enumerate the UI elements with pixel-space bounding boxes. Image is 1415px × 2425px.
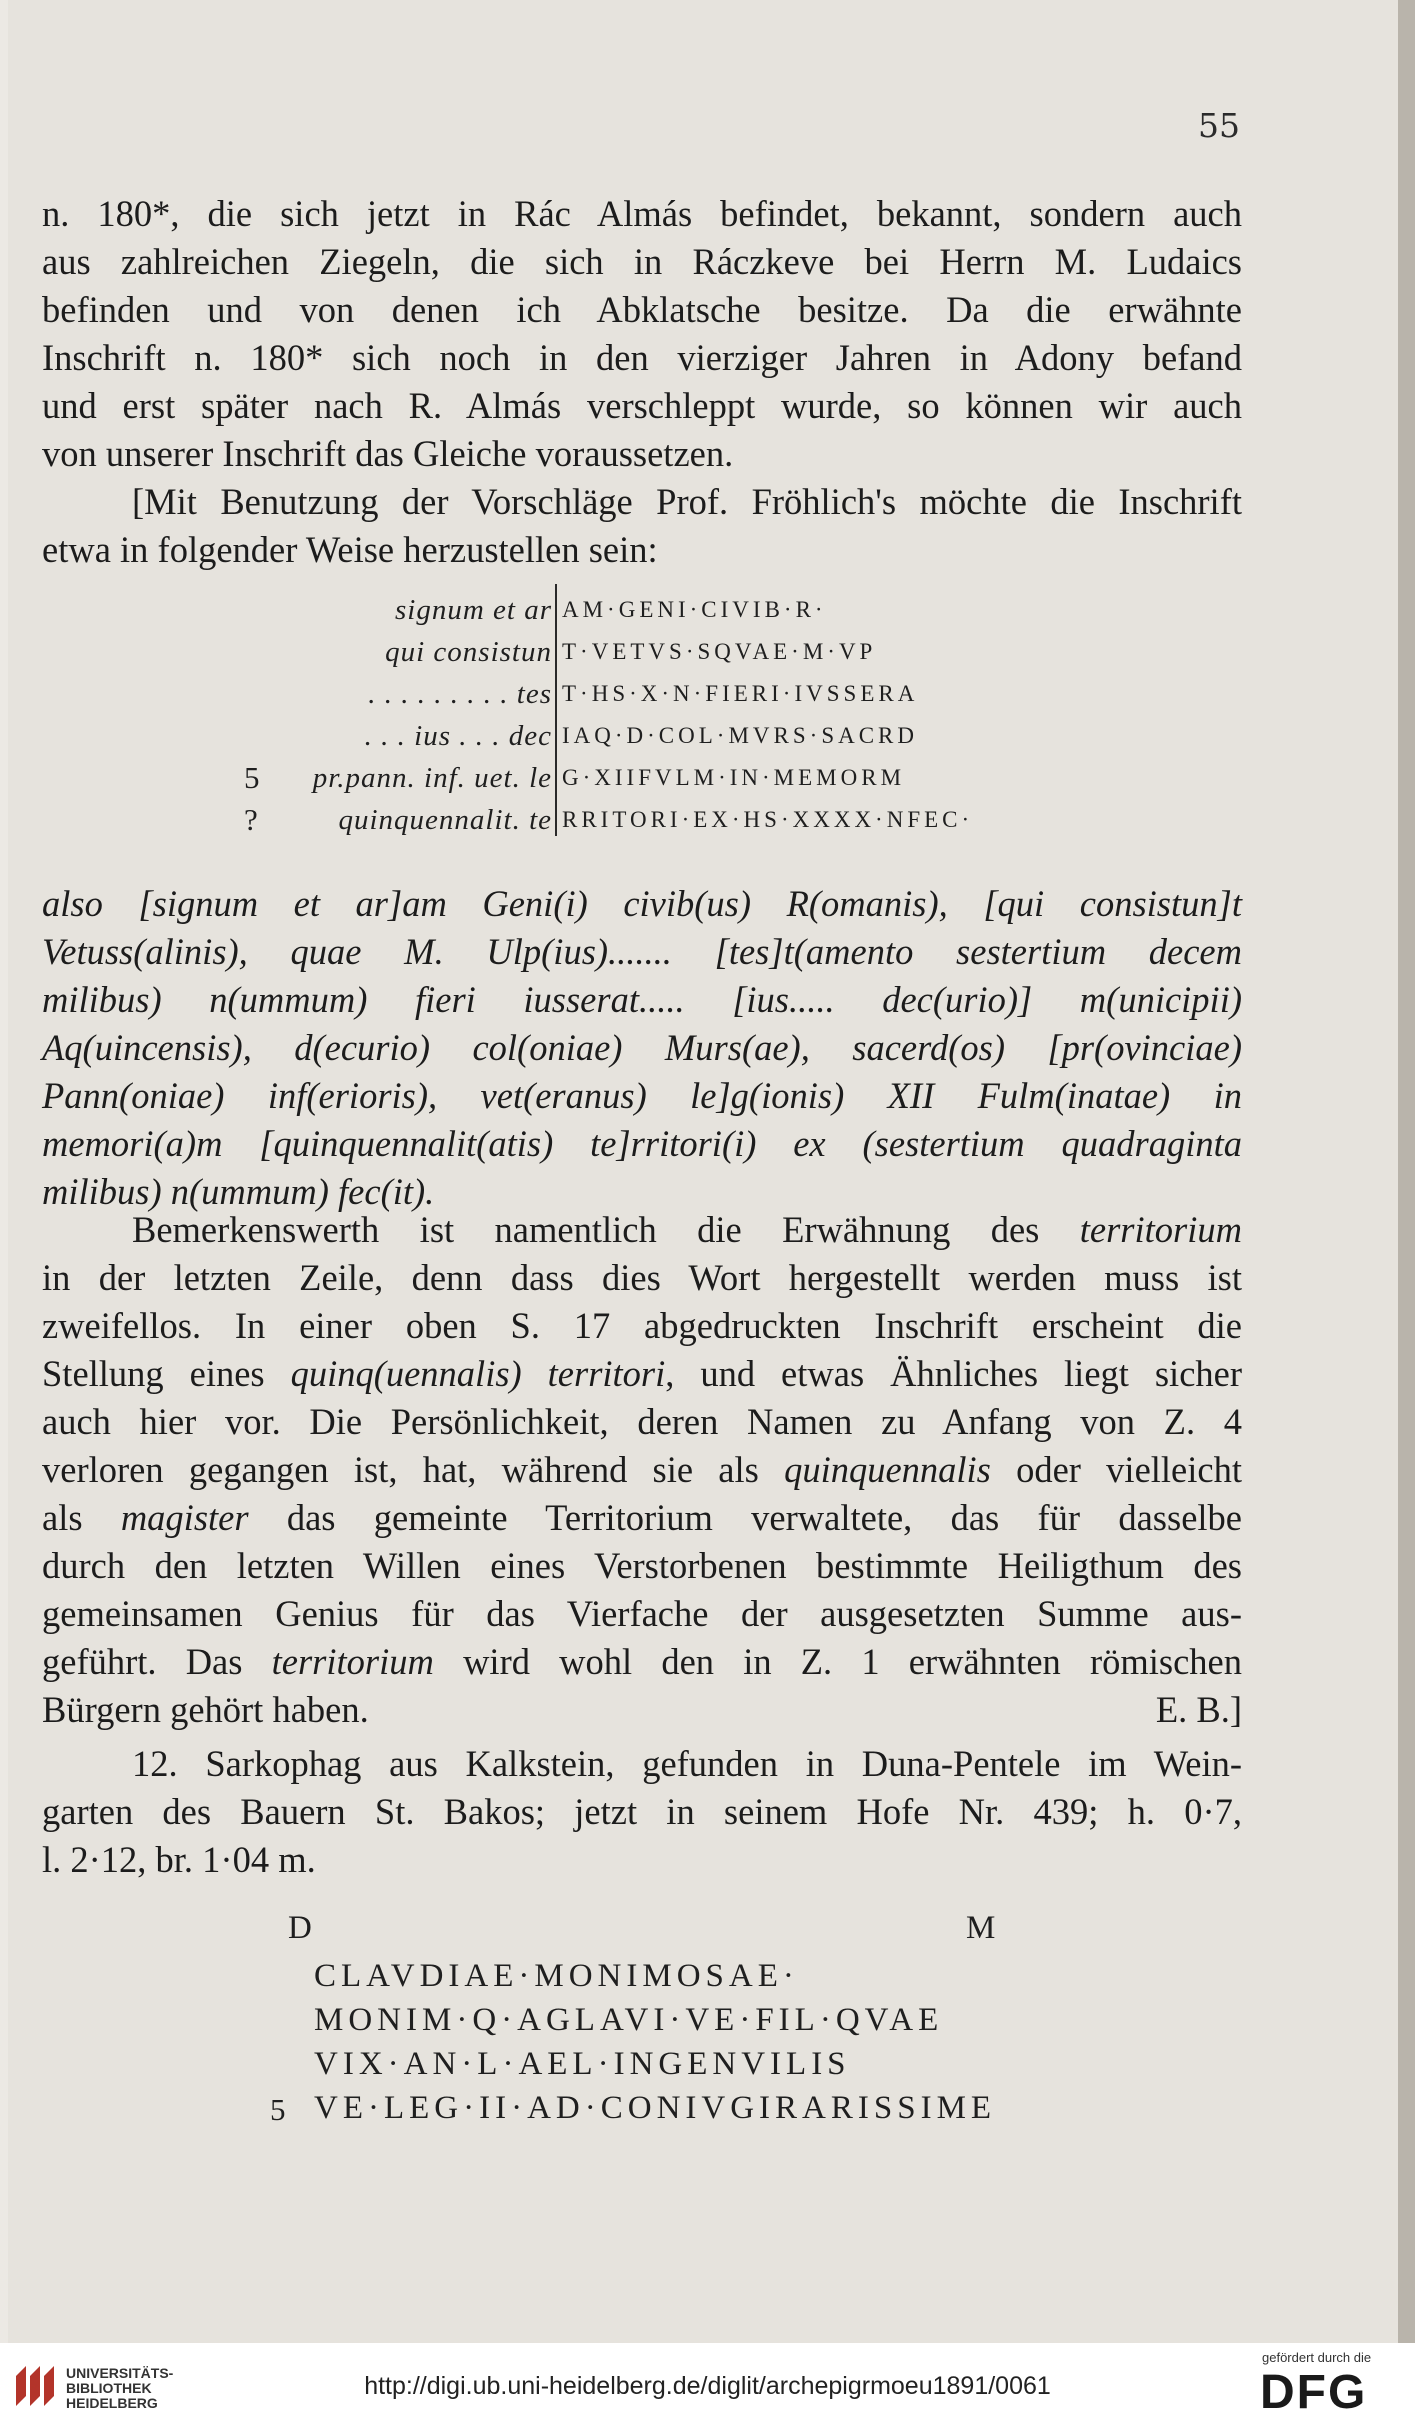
text-line: milibus) n(ummum) fieri iusserat..... [ius..... dec(urio)] m(unicipii) [42,979,1242,1020]
inscription-divider [555,584,557,836]
text-line [42,1686,1242,1734]
text-line: [Mit Benutzung der Vorschläge Prof. Fröhlich's möchte die Inschrift [132,481,1242,522]
text-line: l. 2·12, br. 1·04 m. [42,1839,316,1880]
text-line [42,1254,1242,1302]
text-run: Bürgern gehört haben. [42,1689,369,1730]
restoration-text: pr.pann. inf. uet. le [312,762,552,794]
italic-term: magister [120,1497,249,1538]
restoration-text: quinquennalit. te [338,804,552,836]
text-line [42,1590,1242,1638]
dfg-logo: DFG [1260,2366,1368,2419]
italic-term: territorium [1079,1209,1242,1250]
line-number: 5 [244,760,260,795]
logo-line: BIBLIOTHEK [66,2380,152,2396]
page-number: 55 [1198,106,1240,145]
text-run: das gemeinte Territorium verwaltete, das für dasselbe [248,1497,1242,1538]
text-line [42,1638,1242,1686]
text-run: auch hier vor. Die Persönlichkeit, deren Namen zu Anfang von Z. 4 [42,1401,1242,1442]
text-run: wird wohl den in Z. 1 erwähnten römischen [433,1641,1242,1682]
text-run: oder vielleicht [990,1449,1242,1490]
logo-line: HEIDELBERG [66,2395,158,2411]
text-line: von unserer Inschrift das Gleiche voraussetzen. [42,433,734,474]
italic-term: territorium [271,1641,434,1682]
inscription-line: VIX·AN·L·AEL·INGENVILIS [314,2046,851,2082]
text-line [42,1350,1242,1398]
inscription-line: CLAVDIAE·MONIMOSAE· [314,1958,799,1994]
text-run: gemeinsamen Genius für das Vierfache der ausgesetzten Summe aus- [42,1593,1242,1634]
inscription-block-1 [8,590,1398,850]
inscription-text: T·VETVS·SQVAE·M·VP [562,639,877,664]
text-run: in der letzten Zeile, denn dass dies Wort hergestellt werden muss ist [42,1257,1242,1298]
text-line: und erst später nach R. Almás verschleppt wurde, so können wir auch [42,385,1242,426]
text-line [42,1302,1242,1350]
text-line: n. 180*, die sich jetzt in Rác Almás befindet, bekannt, sondern auch [42,193,1242,234]
text-run: geführt. Das [42,1641,272,1682]
dis-manibus-m: M [966,1910,996,1946]
inscription-text: AM·GENI·CIVIB·R· [562,597,827,622]
dis-manibus-d: D [288,1910,312,1946]
funded-by-label: gefördert durch die [1262,2350,1372,2365]
text-line: Vetuss(alinis), quae M. Ulp(ius)....... [tes]t(amento sestertium decem [42,931,1242,972]
text-run: Bemerkenswerth ist namentlich die Erwähnung des [132,1209,1080,1250]
text-line [42,1446,1242,1494]
text-line [42,1494,1242,1542]
inscription-text: IAQ·D·COL·MVRS·SACRD [562,723,919,748]
text-line: milibus) n(ummum) fec(it). [42,1171,435,1212]
line-number: ? [244,802,258,837]
text-line: garten des Bauern St. Bakos; jetzt in seinem Hofe Nr. 439; h. 0·7, [42,1791,1242,1832]
text-line: Inschrift n. 180* sich noch in den vierziger Jahren in Adony befand [42,337,1242,378]
text-run: als [42,1497,121,1538]
text-line: aus zahlreichen Ziegeln, die sich in Ráczkeve bei Herrn M. Ludaics [42,241,1242,282]
text-line: Pann(oniae) inf(erioris), vet(eranus) le]g(ionis) XII Fulm(inatae) in [42,1075,1242,1116]
restoration-text: . . . ius . . . dec [364,720,552,752]
italic-term: quinq(uennalis) territori [290,1353,666,1394]
book-page [8,0,1398,2343]
text-run: verloren gegangen ist, hat, während sie als [42,1449,785,1490]
text-line: befinden und von denen ich Abklatsche besitze. Da die erwähnte [42,289,1242,330]
text-run: durch den letzten Willen eines Verstorbenen bestimmte Heiligthum des [42,1545,1242,1586]
inscription-text: T·HS·X·N·FIERI·IVSSERA [562,681,919,706]
text-line: 12. Sarkophag aus Kalkstein, gefunden in Duna-Pentele im Wein- [132,1743,1242,1784]
inscription-block-2 [8,1900,1398,2130]
text-line: etwa in folgender Weise herzustellen sein: [42,529,658,570]
inscription-line: MONIM·Q·AGLAVI·VE·FIL·QVAE [314,2002,944,2038]
editor-signature: E. B.] [1155,1689,1242,1730]
restoration-text: . . . . . . . . . tes [368,678,552,710]
restoration-text: signum et ar [395,594,552,626]
text-line [132,1206,1242,1254]
text-line [42,1398,1242,1446]
text-line: memori(a)m [quinquennalit(atis) te]rritori(i) ex (sestertium quadraginta [42,1123,1242,1164]
inscription-text: RRITORI·EX·HS·XXXX·NFEC· [562,807,974,832]
text-line: also [signum et ar]am Geni(i) civib(us) R(omanis), [qui consistun]t [42,883,1242,924]
permalink-url[interactable]: http://digi.ub.uni-heidelberg.de/diglit/archepigrmoeu1891/0061 [364,2372,1051,2400]
line-number: 5 [270,2092,286,2127]
text-run: , und etwas Ähnliches liegt sicher [665,1353,1242,1394]
text-run: zweifellos. In einer oben S. 17 abgedruckten Inschrift erscheint die [42,1305,1242,1346]
restoration-text: qui consistun [385,636,552,668]
text-run: Stellung eines [42,1353,291,1394]
italic-term: quinquennalis [784,1449,991,1490]
text-line: Aq(uincensis), d(ecurio) col(oniae) Murs(ae), sacerd(os) [pr(ovinciae) [42,1027,1242,1068]
page-edge [1398,0,1415,2343]
text-line [42,1542,1242,1590]
inscription-text: G·XIIFVLM·IN·MEMORM [562,765,906,790]
logo-line: UNIVERSITÄTS- [66,2365,174,2381]
inscription-line: VE·LEG·II·AD·CONIVGIRARISSIME [314,2090,997,2126]
